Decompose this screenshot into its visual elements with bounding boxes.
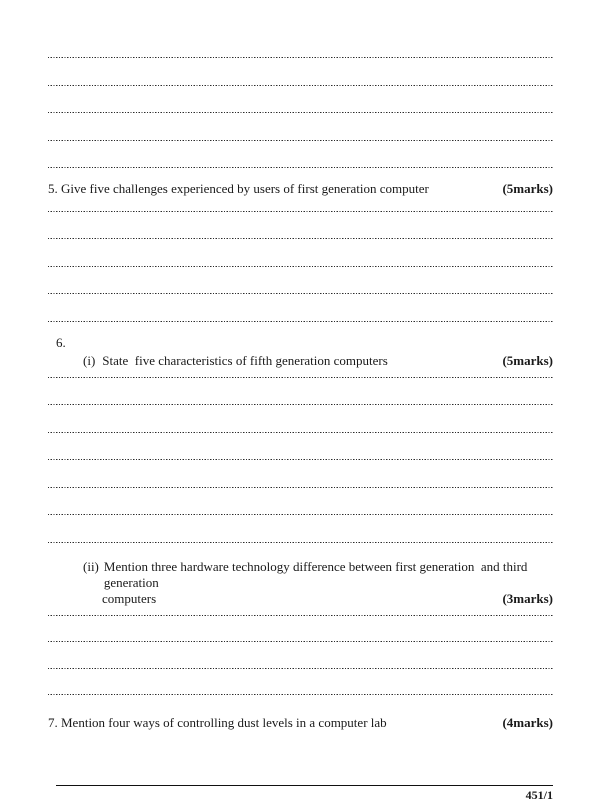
- question-6ii-text: Mention three hardware technology difference between first generation and third generation: [103, 559, 531, 590]
- answer-lines-q6ii: [48, 607, 553, 696]
- answer-line: [48, 86, 553, 114]
- question-6i-label: (i): [83, 353, 96, 368]
- answer-line: [48, 406, 553, 434]
- question-7-marks: (4marks): [502, 714, 553, 730]
- question-6ii: [48, 559, 553, 607]
- answer-line: [48, 31, 553, 59]
- question-6i-marks: (5marks): [502, 353, 553, 368]
- question-6ii-marks: (3marks): [502, 591, 553, 606]
- question-7-text: 7. Mention four ways of controlling dust levels in a computer lab: [48, 714, 387, 730]
- answer-line: [48, 488, 553, 516]
- answer-lines-top: [48, 31, 553, 169]
- question-6i: [48, 354, 553, 368]
- answer-line: [48, 433, 553, 461]
- question-6ii-line2: [48, 591, 553, 607]
- answer-line: [48, 59, 553, 87]
- question-5: [48, 182, 553, 196]
- answer-line: [48, 461, 553, 489]
- question-6ii-line1: [48, 559, 553, 591]
- answer-line: [48, 368, 553, 378]
- question-7: [48, 716, 553, 730]
- answer-line: [48, 669, 553, 696]
- answer-line: [48, 378, 553, 406]
- answer-line: [48, 196, 553, 212]
- answer-line: [48, 240, 553, 268]
- answer-line: [48, 516, 553, 544]
- question-5-text: 5. Give five challenges experienced by users of first generation computer: [48, 181, 429, 196]
- answer-lines-q6i: [48, 368, 553, 543]
- answer-line: [48, 212, 553, 240]
- answer-line: [48, 141, 553, 169]
- answer-line: [48, 616, 553, 643]
- answer-line: [48, 114, 553, 142]
- footer-paper-code: 451/1: [525, 787, 553, 802]
- question-6i-text: State five characteristics of fifth generation computers: [102, 353, 388, 368]
- answer-line: [48, 295, 553, 323]
- answer-line: [48, 267, 553, 295]
- question-6ii-text-continued: computers: [102, 591, 157, 606]
- answer-lines-q5: [48, 196, 553, 322]
- question-6-number: 6.: [56, 335, 66, 350]
- question-6ii-label: (ii): [83, 559, 99, 574]
- question-5-marks: (5marks): [502, 181, 553, 196]
- footer-divider: [56, 785, 553, 786]
- answer-line: [48, 607, 553, 616]
- answer-line: [48, 643, 553, 670]
